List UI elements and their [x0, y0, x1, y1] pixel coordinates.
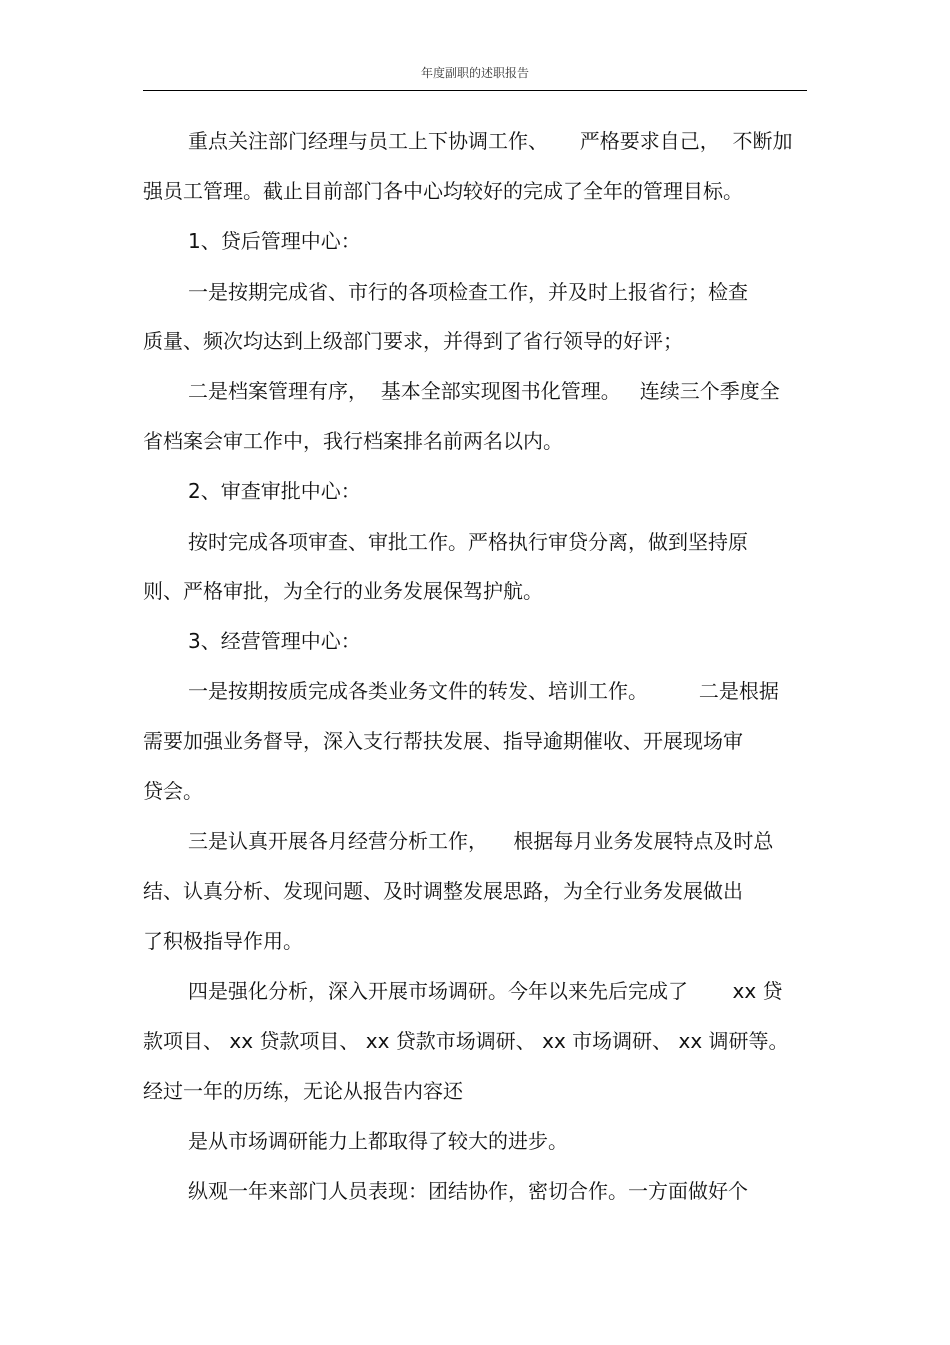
body-line: 一是按期完成省、市行的各项检查工作，并及时上报省行；检查: [188, 280, 748, 304]
body-line: 按时完成各项审查、审批工作。严格执行审贷分离，做到坚持原: [188, 530, 748, 554]
section-heading: 2、审查审批中心：: [188, 479, 361, 503]
body-line: 结、认真分析、发现问题、及时调整发展思路，为全行业务发展做出: [143, 879, 743, 903]
body-line: 则、严格审批，为全行的业务发展保驾护航。: [143, 579, 543, 603]
running-header: 年度副职的述职报告: [420, 66, 529, 80]
body-line: 一是按期按质完成各类业务文件的转发、培训工作。 二是根据: [188, 679, 779, 703]
body-line: 三是认真开展各月经营分析工作， 根据每月业务发展特点及时总: [188, 829, 774, 853]
body-line: 款项目、 xx 贷款项目、 xx 贷款市场调研、 xx 市场调研、 xx 调研等。: [143, 1029, 789, 1053]
body-line: 了积极指导作用。: [143, 929, 303, 953]
body-line: 四是强化分析，深入开展市场调研。今年以来先后完成了 xx 贷: [188, 979, 783, 1003]
body-line: 纵观一年来部门人员表现：团结协作，密切合作。一方面做好个: [188, 1179, 748, 1203]
body-line: 质量、频次均达到上级部门要求，并得到了省行领导的好评；: [143, 329, 683, 353]
body-line: 经过一年的历练，无论从报告内容还: [143, 1079, 463, 1103]
body-line: 强员工管理。截止目前部门各中心均较好的完成了全年的管理目标。: [143, 179, 743, 203]
header-rule: [143, 90, 807, 91]
section-heading: 3、经营管理中心：: [188, 629, 361, 653]
body-line: 重点关注部门经理与员工上下协调工作、 严格要求自己， 不断加: [188, 129, 793, 153]
body-line: 省档案会审工作中，我行档案排名前两名以内。: [143, 429, 563, 453]
section-heading: 1、贷后管理中心：: [188, 229, 361, 253]
body-line: 二是档案管理有序， 基本全部实现图书化管理。 连续三个季度全: [188, 379, 780, 403]
body-line: 贷会。: [143, 779, 203, 803]
body-line: 是从市场调研能力上都取得了较大的进步。: [188, 1129, 568, 1153]
body-line: 需要加强业务督导，深入支行帮扶发展、指导逾期催收、开展现场审: [143, 729, 743, 753]
